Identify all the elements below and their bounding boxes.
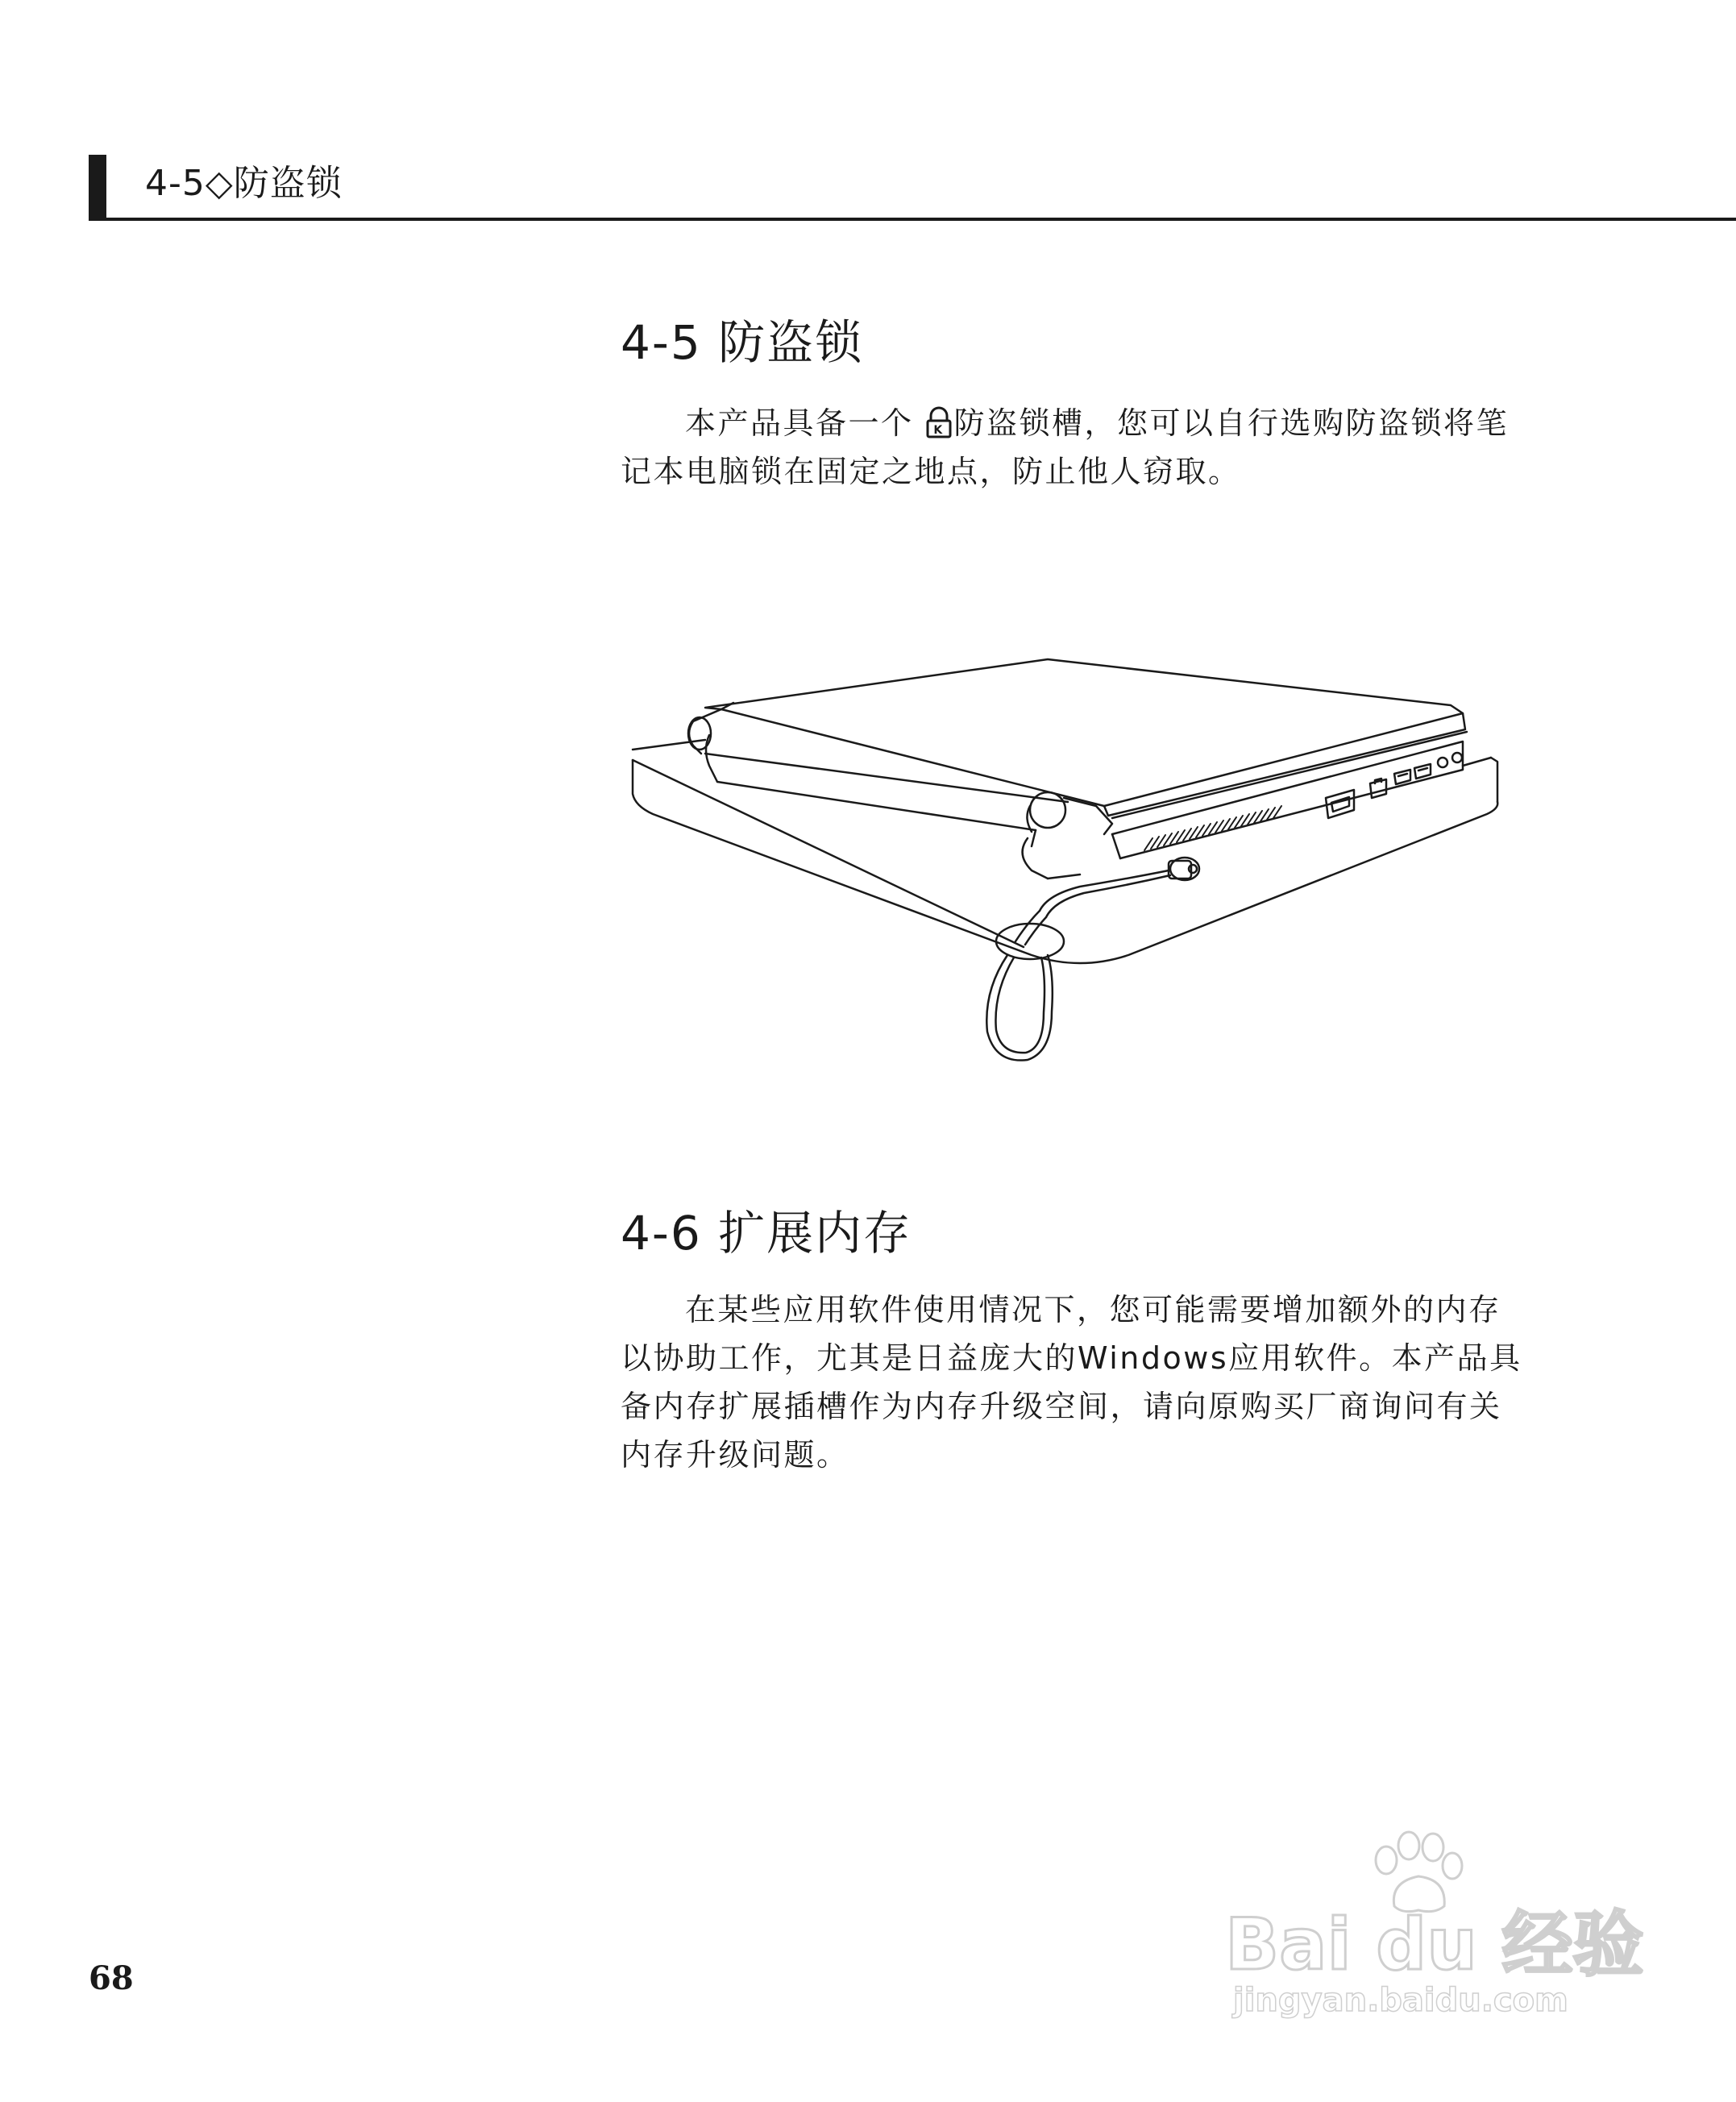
section-4-5-paragraph: [621, 399, 1527, 496]
section-title-4-6: 4-6 扩展内存: [621, 1206, 912, 1261]
running-header: 4-5◇防盗锁: [145, 163, 343, 204]
kensington-lock-icon: [925, 406, 953, 438]
page-number: 68: [89, 1959, 134, 1997]
paragraph-line-text: 在某些应用软件使用情况下，您可能需要增加额外的内存: [685, 1292, 1501, 1327]
paragraph-line: [621, 399, 1527, 447]
paragraph-line: 以协助工作，尤其是日益庞大的Windows应用软件。本产品具: [621, 1340, 1522, 1376]
laptop-lock-illustration: [629, 645, 1507, 1064]
section-4-6-paragraph: [621, 1286, 1527, 1479]
header-marker-bar: [89, 155, 106, 221]
paragraph-line: [621, 1286, 1527, 1334]
baidu-jingyan-watermark: [1225, 1830, 1644, 2019]
paragraph-line: 内存升级问题。: [621, 1437, 849, 1473]
text-after-icon: 防盗锁槽，您可以自行选购防盗锁将笔: [953, 405, 1510, 441]
header-rule: [89, 218, 1736, 221]
paragraph-line: 记本电脑锁在固定之地点，防止他人窃取。: [621, 454, 1241, 489]
text-before-icon: 本产品具备一个: [685, 405, 914, 441]
svg-text:K: K: [932, 424, 945, 437]
watermark-brand: Bai du 经验: [1225, 1903, 1644, 1986]
watermark-url: jingyan.baidu.com: [1233, 1982, 1568, 2019]
section-title-4-5: 4-5 防盗锁: [621, 315, 864, 370]
paragraph-line: 备内存扩展插槽作为内存升级空间，请向原购买厂商询问有关: [621, 1389, 1502, 1424]
